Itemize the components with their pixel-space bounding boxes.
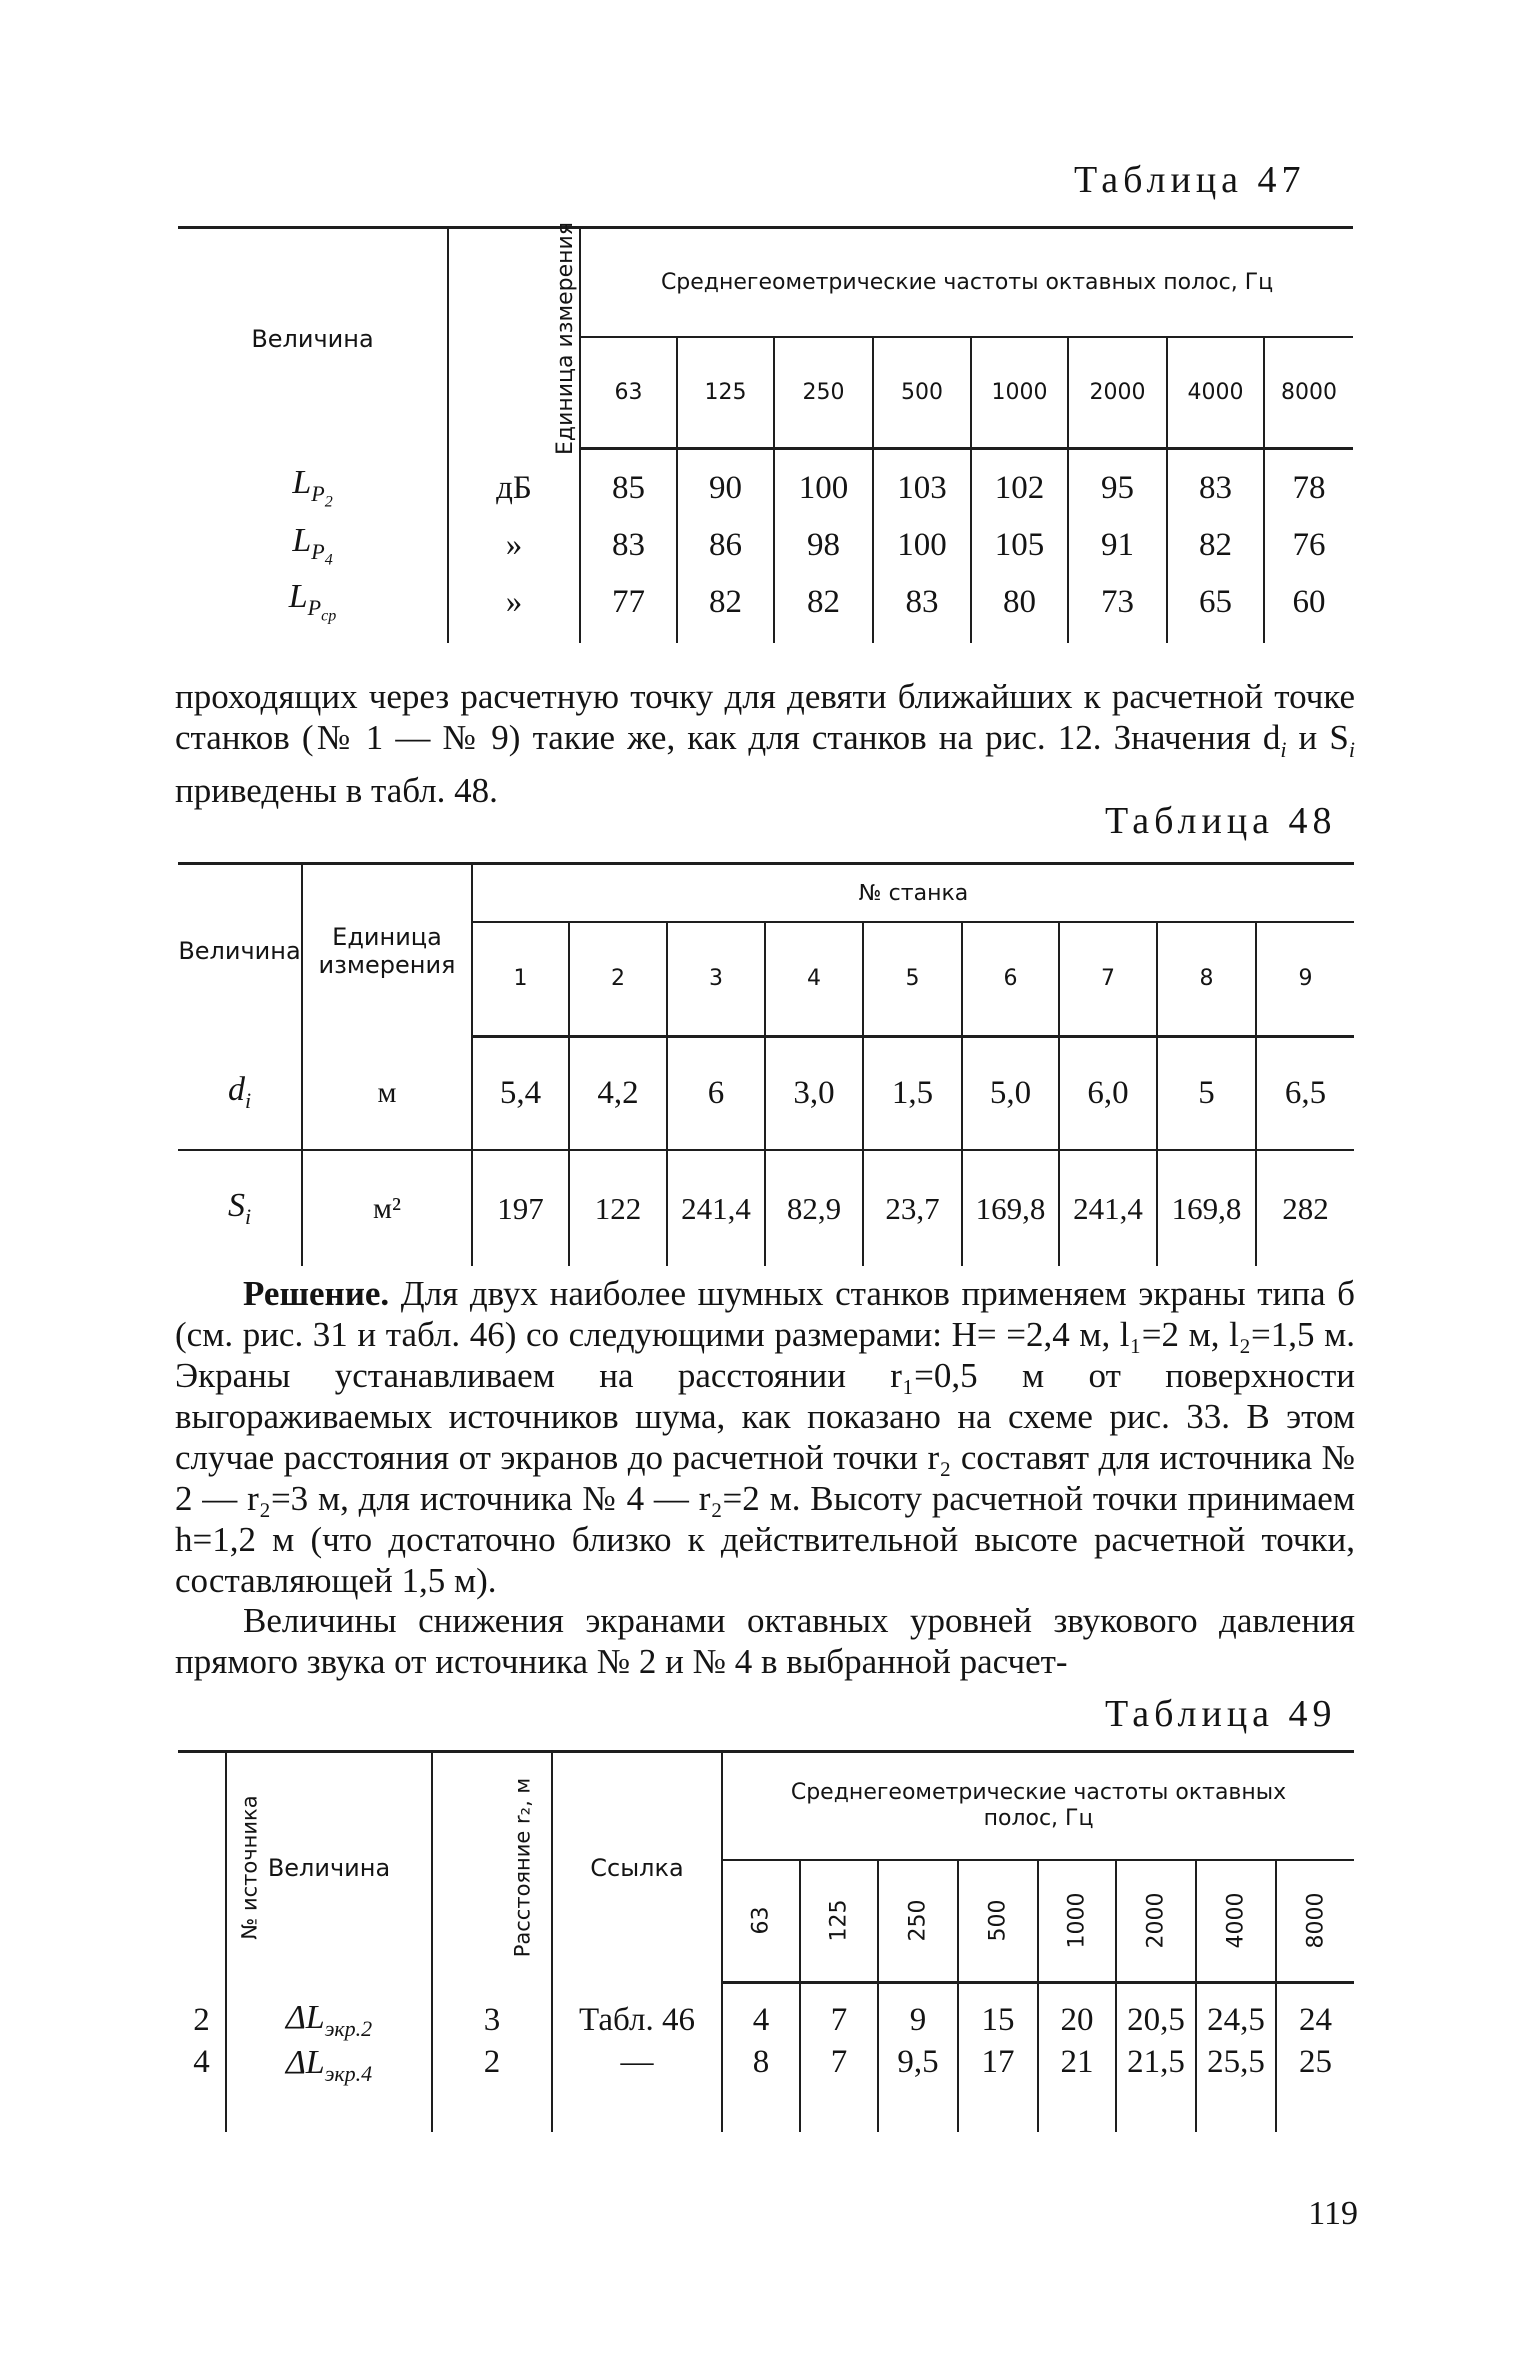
table49-freq-63: 63 [722, 1860, 800, 1982]
table-cell: 169,8 [962, 1150, 1059, 1266]
table47-row-symbol: $L_{P_{ср}}$ [288, 578, 337, 625]
table49-freq-header: Среднегеометрические частоты октавных полос, Гц [722, 1752, 1354, 1861]
table49-row-symbol: $\Delta L_{экр.2}$ [226, 1982, 432, 2044]
table-cell: 77 [580, 573, 677, 643]
table48-unit-header: Единица измерения [302, 864, 472, 1037]
table-cell: 1,5 [863, 1036, 962, 1150]
table47-freq-8000: 8000 [1264, 337, 1353, 448]
table48-machine-3: 3 [667, 922, 765, 1036]
table-cell: 5,4 [472, 1036, 569, 1150]
table49-freq-4000: 4000 [1196, 1860, 1276, 1982]
table-cell: 82 [1167, 518, 1264, 573]
table-cell: 122 [569, 1150, 667, 1266]
table48-quantity-header: Величина [178, 864, 302, 1037]
table-cell: 23,7 [863, 1150, 962, 1266]
table49-row-symbol: $\Delta L_{экр.4}$ [226, 2044, 432, 2132]
table-cell: 100 [873, 518, 971, 573]
table49-caption: Таблица 49 [1105, 1693, 1337, 1735]
table-cell: 5,0 [962, 1036, 1059, 1150]
table-cell: 82 [677, 573, 774, 643]
table49-row-distance: 3 [432, 1982, 552, 2044]
table-cell: 98 [774, 518, 873, 573]
table-cell: 21 [1038, 2044, 1116, 2132]
table47-quantity-header: Величина [178, 228, 448, 449]
table-cell: 9,5 [878, 2044, 958, 2132]
table48-machine-2: 2 [569, 922, 667, 1036]
table48-machine-6: 6 [962, 922, 1059, 1036]
table47-row-symbol: $L_{P_4}$ [292, 521, 333, 569]
table-cell: 169,8 [1157, 1150, 1256, 1266]
table-cell: 82 [774, 573, 873, 643]
table-cell: 95 [1068, 448, 1167, 518]
table-cell: 6,5 [1256, 1036, 1354, 1150]
table47-freq-header: Среднегеометрические частоты октавных полос, Гц [580, 228, 1353, 338]
table49 [178, 1750, 1354, 2132]
table48-row-unit: м² [302, 1150, 472, 1266]
table-cell: 105 [971, 518, 1068, 573]
table48-row-unit: м [302, 1036, 472, 1150]
table49-freq-2000: 2000 [1116, 1860, 1196, 1982]
table47-freq-1000: 1000 [971, 337, 1068, 448]
table49-row-ref: Табл. 46 [552, 1982, 722, 2044]
table49-row-source: 2 [193, 2001, 210, 2038]
table47-freq-4000: 4000 [1167, 337, 1264, 448]
table-cell: 4,2 [569, 1036, 667, 1150]
table-cell: 17 [958, 2044, 1038, 2132]
table47-row-unit: » [448, 573, 580, 643]
table48-machine-1: 1 [472, 922, 569, 1036]
paragraph-2: Величины снижения экранами октавных уровней звукового давления прямого звука от источника № 2 и № 4 в выбранной расчет- [175, 1601, 1355, 1681]
table-cell: 7 [800, 2044, 878, 2132]
table-cell: 100 [774, 448, 873, 518]
table48-machine-4: 4 [765, 922, 863, 1036]
table-cell: 3,0 [765, 1036, 863, 1150]
table49-freq-1000: 1000 [1038, 1860, 1116, 1982]
table-cell: 6 [667, 1036, 765, 1150]
table47-row-unit: дБ [448, 448, 580, 518]
table-cell: 78 [1264, 448, 1353, 518]
table-cell: 60 [1264, 573, 1353, 643]
table49-freq-250: 250 [878, 1860, 958, 1982]
table-cell: 91 [1068, 518, 1167, 573]
table-cell: 282 [1256, 1150, 1354, 1266]
table49-row-ref: — [552, 2044, 722, 2132]
table-cell: 6,0 [1059, 1036, 1157, 1150]
table-cell: 20,5 [1116, 1982, 1196, 2044]
table48-machine-5: 5 [863, 922, 962, 1036]
table-cell: 24,5 [1196, 1982, 1276, 2044]
table47-unit-header: Единица измерения [448, 228, 580, 449]
table48-machine-9: 9 [1256, 922, 1354, 1036]
table48-caption: Таблица 48 [1105, 800, 1337, 842]
table47-caption: Таблица 47 [1074, 159, 1306, 201]
table-cell: 24 [1276, 1982, 1354, 2044]
table48-row-symbol: $d_i$ [178, 1036, 302, 1150]
table-cell: 8 [722, 2044, 800, 2132]
table47-freq-2000: 2000 [1068, 337, 1167, 448]
table49-freq-500: 500 [958, 1860, 1038, 1982]
table47-row-unit: » [448, 518, 580, 573]
table49-freq-125: 125 [800, 1860, 878, 1982]
table48-row-symbol: $S_i$ [227, 1187, 252, 1229]
table47-freq-125: 125 [677, 337, 774, 448]
table49-row-distance: 2 [432, 2044, 552, 2132]
solution-paragraph: Решение. Для двух наиболее шумных станков применяем экраны типа б (см. рис. 31 и табл. 46) со следующими размерами: H= =2,4 м, l₁=2 м, l₂=1,5 м. Экраны устанавливаем на расстоянии r₁=0,5 м от поверхности выгораживаемых источников шума, как показано на схеме рис. 33. В этом случае расстояния от экранов до расчетной точки r₂ составят для источника № 2 — r₂=3 м, для источника № 4 — r₂=2 м. Высоту расчетной точки принимаем h=1,2 м (что достаточно близко к действительной высоте расчетной точки, составляющей 1,5 м). [175, 1274, 1355, 1600]
table48-machine-header: № станка [472, 864, 1354, 923]
table-cell: 103 [873, 448, 971, 518]
table-cell: 80 [971, 573, 1068, 643]
table49-quantity-header: Величина [226, 1752, 432, 1983]
table-cell: 86 [677, 518, 774, 573]
table-cell: 21,5 [1116, 2044, 1196, 2132]
table-cell: 83 [1167, 448, 1264, 518]
table-cell: 73 [1068, 573, 1167, 643]
table-cell: 83 [873, 573, 971, 643]
table47-freq-250: 250 [774, 337, 873, 448]
table49-freq-8000: 8000 [1276, 1860, 1354, 1982]
table-cell: 82,9 [765, 1150, 863, 1266]
table-cell: 4 [722, 1982, 800, 2044]
table48-machine-7: 7 [1059, 922, 1157, 1036]
table-cell: 83 [580, 518, 677, 573]
table-cell: 76 [1264, 518, 1353, 573]
table-cell: 9 [878, 1982, 958, 2044]
table-cell: 90 [677, 448, 774, 518]
table47-freq-63: 63 [580, 337, 677, 448]
table48 [178, 862, 1354, 1266]
table47 [178, 221, 1353, 643]
table47-row-symbol: $L_{P_2}$ [292, 464, 333, 511]
table-cell: 65 [1167, 573, 1264, 643]
table-cell: 20 [1038, 1982, 1116, 2044]
table-cell: 197 [472, 1150, 569, 1266]
table48-machine-8: 8 [1157, 922, 1256, 1036]
table-cell: 25 [1276, 2044, 1354, 2132]
table-cell: 102 [971, 448, 1068, 518]
table-cell: 241,4 [667, 1150, 765, 1266]
table49-distance-header: Расстояние r₂, м [432, 1752, 552, 1983]
page-number: 119 [1308, 2195, 1358, 2232]
table-cell: 7 [800, 1982, 878, 2044]
table49-source-header: № источника [178, 1752, 226, 1983]
paragraph-1: проходящих через расчетную точку для девяти ближайших к расчетной точке станков (№ 1 — № 9) такие же, как для станков на рис. 12. Значения $d_i$ и $S_i$ приведены в табл. 48. [175, 677, 1355, 810]
table-cell: 25,5 [1196, 2044, 1276, 2132]
table-cell: 241,4 [1059, 1150, 1157, 1266]
table47-freq-500: 500 [873, 337, 971, 448]
table49-ref-header: Ссылка [552, 1752, 722, 1983]
table-cell: 15 [958, 1982, 1038, 2044]
table-cell: 5 [1157, 1036, 1256, 1150]
table49-row-source: 4 [193, 2044, 210, 2080]
table-cell: 85 [580, 448, 677, 518]
